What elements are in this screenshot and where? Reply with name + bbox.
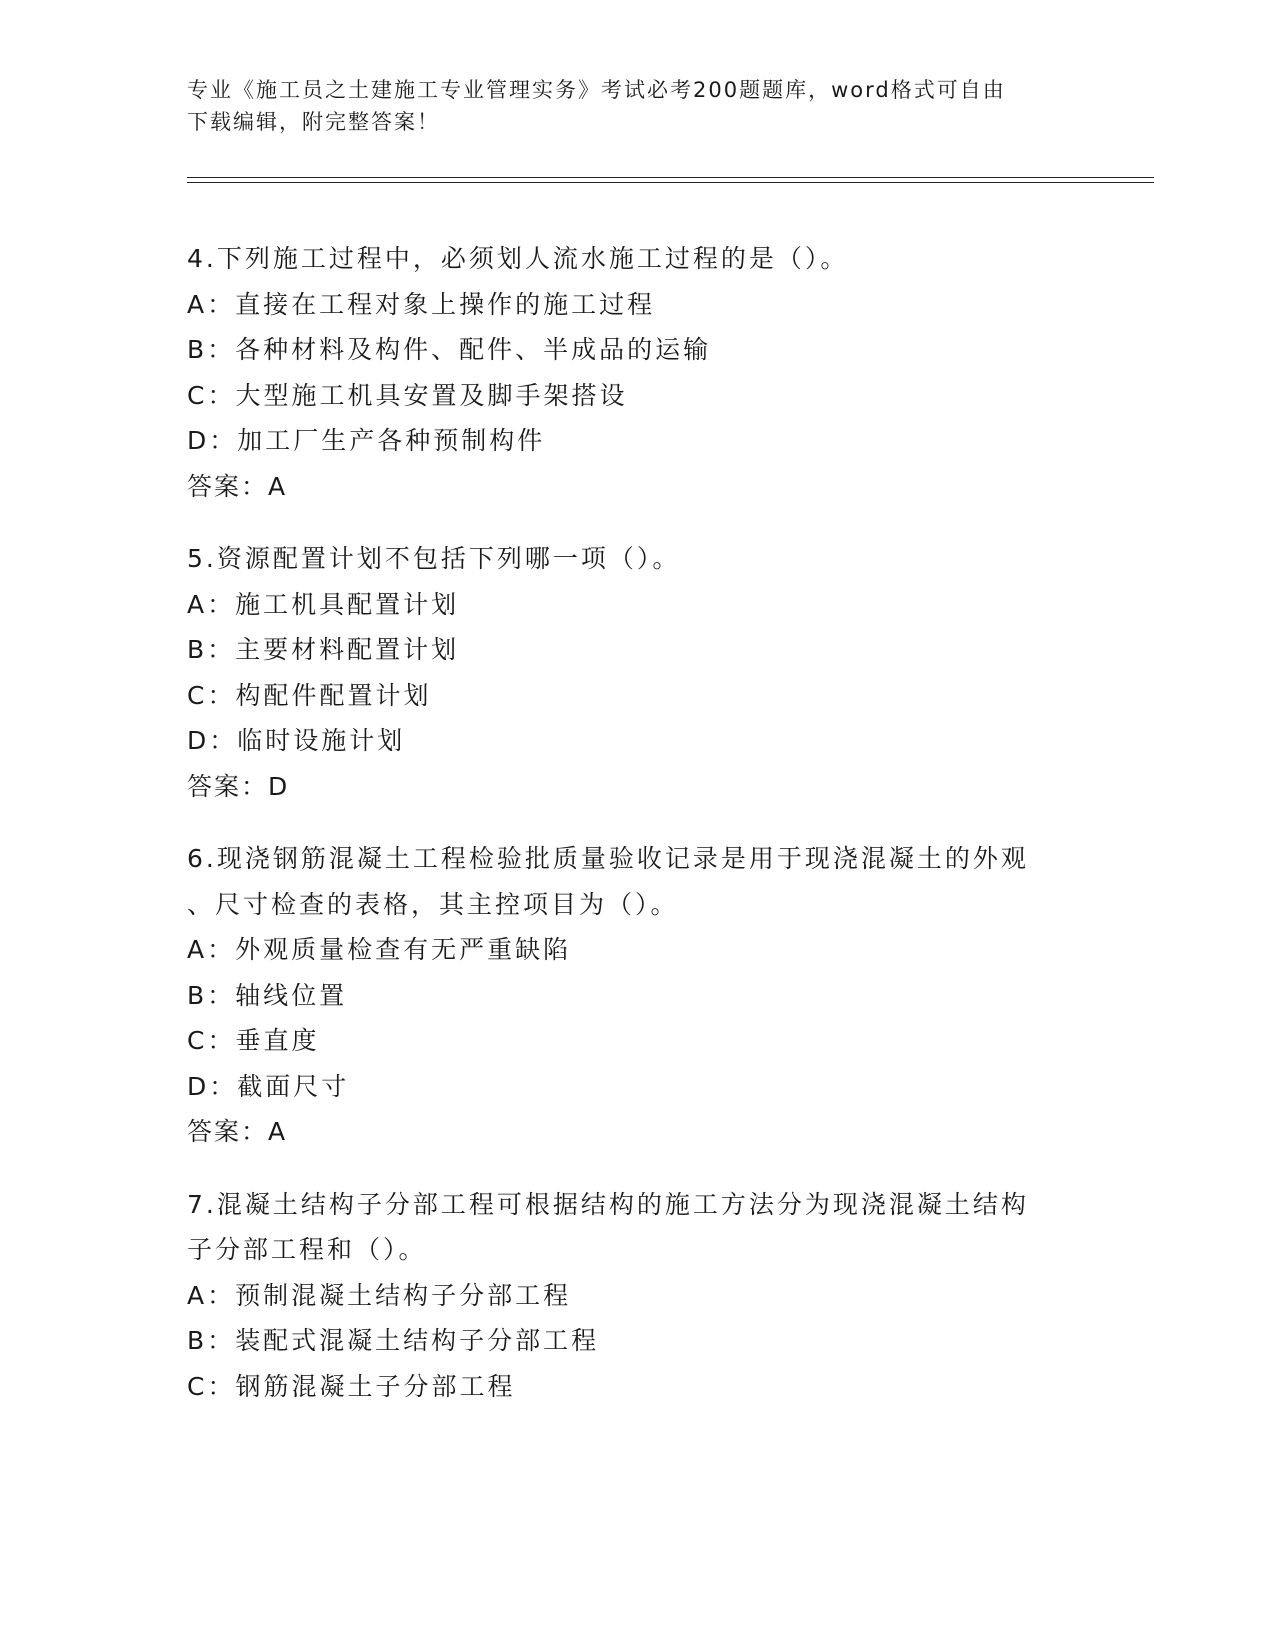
option-b: B：装配式混凝土结构子分部工程 (187, 1326, 600, 1355)
option-d: D：加工厂生产各种预制构件 (187, 426, 546, 455)
option-c: C：大型施工机具安置及脚手架搭设 (187, 380, 628, 410)
header-divider-top (187, 177, 1154, 178)
option-c: C：构配件配置计划 (187, 680, 432, 710)
option-d: D：截面尺寸 (187, 1071, 350, 1101)
option-c: C：垂直度 (187, 1026, 320, 1055)
option-d: D：临时设施计划 (187, 726, 406, 755)
header-line-1: 专业《施工员之土建施工专业管理实务》考试必考200题题库，word格式可自由 (187, 78, 1006, 102)
question-item (187, 1182, 1087, 1410)
header-line-2: 下载编辑，附完整答案！ (187, 110, 440, 134)
question-stem-line-2: 、尺寸检查的表格，其主控项目为（）。 (187, 889, 679, 919)
question-stem-line-1: 7.混凝土结构子分部工程可根据结构的施工方法分为现浇混凝土结构 (187, 1189, 1029, 1219)
option-c: C：钢筋混凝土子分部工程 (187, 1371, 516, 1401)
option-b: B：各种材料及构件、配件、半成品的运输 (187, 335, 712, 364)
question-stem: 5.资源配置计划不包括下列哪一项（）。 (187, 544, 681, 573)
question-stem: 4.下列施工过程中，必须划人流水施工过程的是（）。 (187, 244, 849, 273)
question-item (187, 836, 1087, 1155)
answer: 答案：A (187, 471, 288, 501)
option-a: A：外观质量检查有无严重缺陷 (187, 935, 572, 964)
question-item (187, 236, 1087, 509)
option-a: A：直接在工程对象上操作的施工过程 (187, 289, 656, 319)
question-list (187, 236, 1087, 1436)
option-b: B：主要材料配置计划 (187, 635, 460, 664)
answer: 答案：A (187, 1117, 288, 1146)
option-b: B：轴线位置 (187, 980, 348, 1010)
option-a: A：施工机具配置计划 (187, 589, 460, 619)
option-a: A：预制混凝土结构子分部工程 (187, 1280, 572, 1310)
header-divider-bottom (187, 182, 1154, 183)
answer: 答案：D (187, 771, 290, 801)
document-header (187, 74, 1087, 138)
question-item (187, 536, 1087, 809)
question-stem-line-2: 子分部工程和（）。 (187, 1235, 427, 1264)
question-stem-line-1: 6.现浇钢筋混凝土工程检验批质量验收记录是用于现浇混凝土的外观 (187, 844, 1029, 873)
